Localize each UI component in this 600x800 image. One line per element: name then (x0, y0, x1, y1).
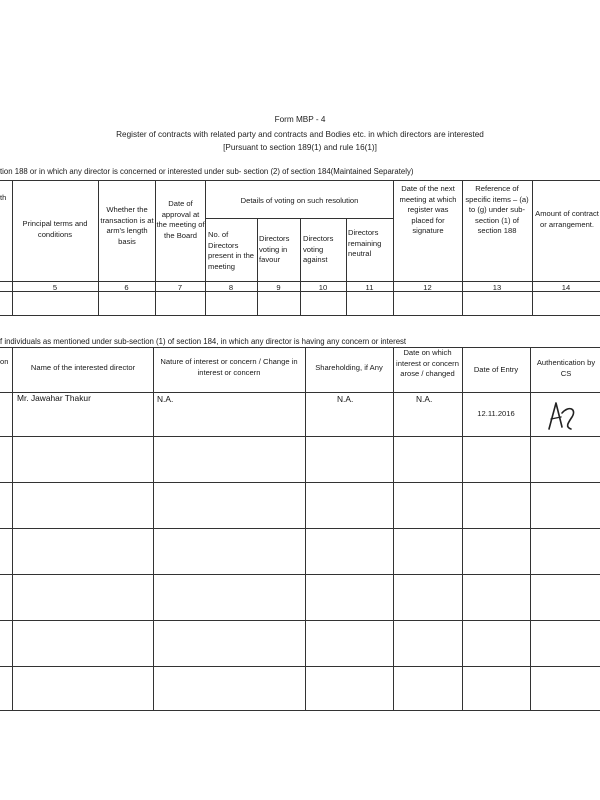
part1-cut-header: th (0, 193, 7, 202)
col-interested-director: Name of the interested director (30, 363, 136, 372)
col-amount: Amount of contract or arrangement. (535, 209, 599, 229)
col-number: 10 (318, 283, 328, 292)
col-voting-favour: Directors voting in favour (259, 234, 290, 264)
date-of-entry-value: 12.11.2016 (477, 409, 515, 418)
col-date-approval: Date of approval at the meeting of the Board (156, 199, 205, 240)
cs-signature (543, 397, 583, 435)
col-number: 13 (492, 283, 502, 292)
nature-of-interest-value: N.A. (157, 394, 174, 404)
register-title: Register of contracts with related party and contracts and Bodies etc. in which directors are interested (116, 130, 484, 139)
col-number: 14 (561, 283, 571, 292)
part2-cut-header: on (0, 357, 9, 366)
col-reference-items: Reference of specific items – (a) to (g) under sub-section (1) of section 188 (465, 184, 529, 235)
col-date-of-entry: Date of Entry (473, 365, 519, 374)
form-title: Form MBP - 4 (274, 115, 326, 124)
col-number: 11 (365, 283, 374, 292)
col-no-directors: No. of Directors present in the meeting (208, 230, 255, 271)
col-shareholding: Shareholding, if Any (315, 363, 383, 372)
col-arms-length: Whether the transaction is at arm's length basis (100, 205, 154, 246)
part1-section-heading: tion 188 or in which any director is concerned or interested under sub- section (2) of section 184(Maintained Separately) (0, 167, 414, 176)
col-number: 9 (276, 283, 281, 292)
col-number: 8 (228, 283, 234, 292)
col-authentication: Authentication by CS (536, 358, 596, 378)
col-date-on-which: Date on which interest or concern arose / changed (396, 348, 459, 378)
pursuant-line: [Pursuant to section 189(1) and rule 16(1)] (223, 143, 377, 152)
date-on-which-value: N.A. (416, 394, 433, 404)
col-number: 7 (177, 283, 183, 292)
interested-director-name: Mr. Jawahar Thakur (17, 393, 91, 403)
col-number: 6 (124, 283, 129, 292)
col-number: 5 (52, 283, 58, 292)
col-principal-terms: Principal terms and conditions (22, 219, 88, 239)
part2-section-heading: f individuals as mentioned under sub-section (1) of section 184, in which any director is having any concern or interest (0, 337, 407, 346)
col-voting-details: Details of voting on such resolution (240, 196, 359, 205)
col-next-meeting: Date of the next meeting at which register was placed for signature (399, 184, 457, 235)
shareholding-value: N.A. (337, 394, 354, 404)
col-voting-against: Directors voting against (303, 234, 334, 264)
col-nature-of-interest: Nature of interest or concern / Change in interest or concern (160, 357, 298, 377)
col-remaining-neutral: Directors remaining neutral (348, 228, 382, 258)
col-number: 12 (423, 283, 432, 292)
